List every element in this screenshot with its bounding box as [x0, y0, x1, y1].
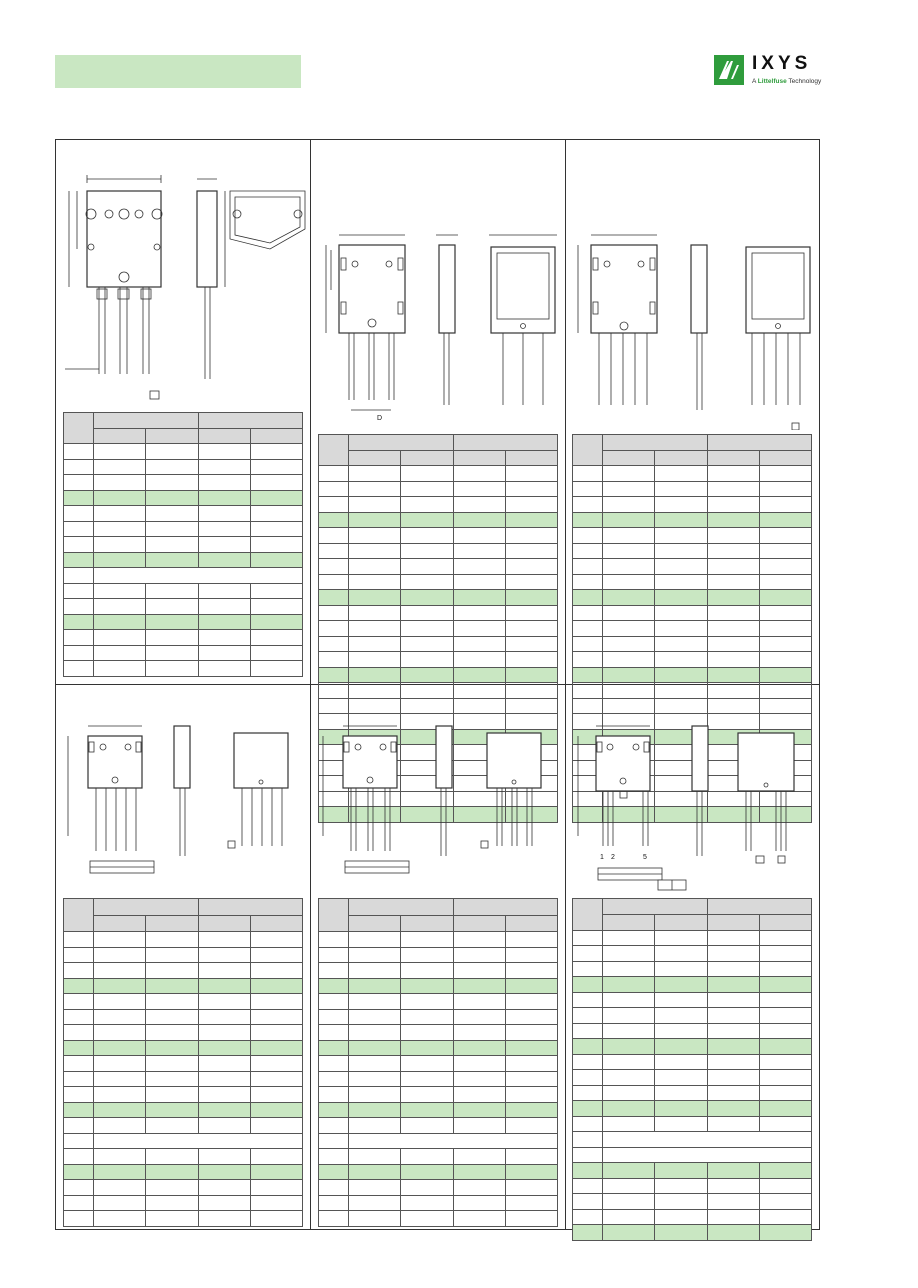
brand-name: IXYS	[752, 53, 812, 74]
panel-5-dimension-table	[318, 898, 558, 1227]
panel-6-dimension-table	[572, 898, 812, 1241]
panel-4-dimension-table	[63, 898, 303, 1227]
ixys-logo	[714, 55, 824, 89]
panel-5-drawing	[311, 686, 565, 886]
pin-label-2: 2	[611, 854, 615, 861]
dimension-letter-d: D	[377, 415, 383, 422]
pin-label-1: 1	[600, 854, 604, 861]
panel-1-drawing	[55, 139, 310, 409]
brand-tagline: A Littelfuse Technology	[752, 78, 822, 85]
panel-4-drawing	[56, 686, 310, 886]
ixys-logo-icon	[714, 55, 744, 85]
panel-3-drawing	[566, 140, 820, 430]
title-bar	[55, 55, 301, 88]
panel-6-drawing	[566, 686, 820, 896]
panel-1-dimension-table	[63, 412, 303, 677]
panel-2-drawing	[311, 140, 565, 430]
pin-label-5: 5	[643, 854, 647, 861]
